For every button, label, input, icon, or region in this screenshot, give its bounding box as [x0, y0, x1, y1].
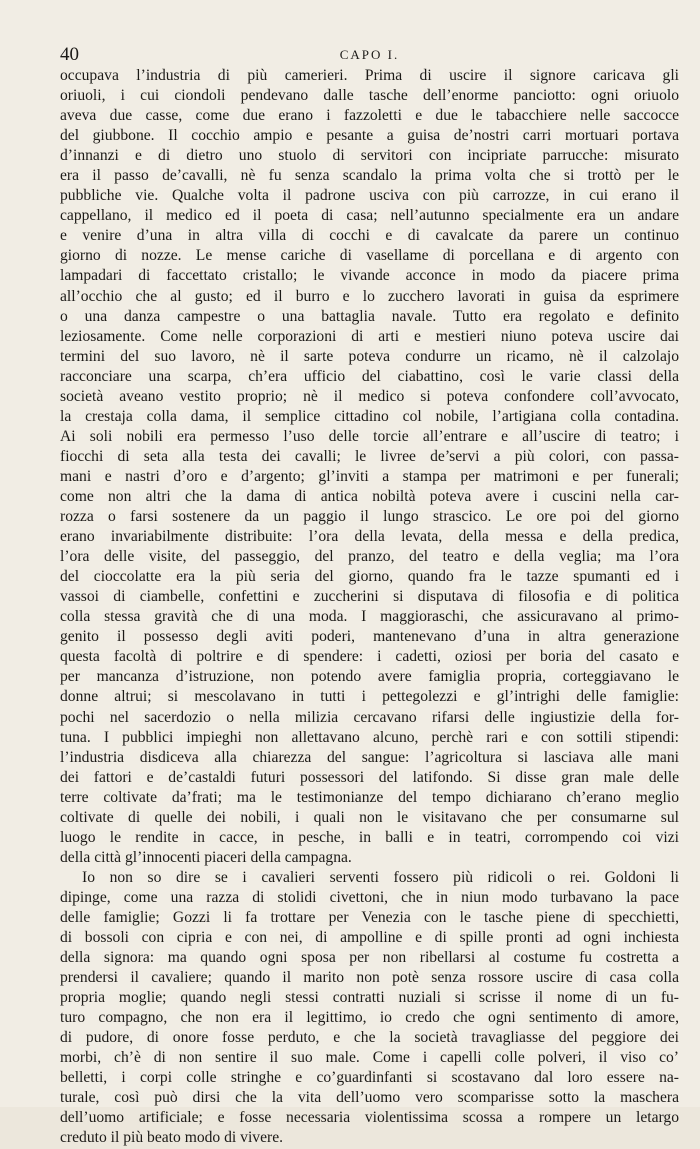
text-line: società aveano vestito proprio; nè il medico si poteva confondere coll’avvocato, [60, 387, 679, 405]
text-line: di bossoli con cipria e con nei, di ampolline e di spille pronti ad ogni inchiesta [60, 929, 679, 947]
text-line: mani e nastri d’oro e d’argento; gl’inviti a stampa per matrimoni e per funerali; [60, 467, 679, 485]
text-line: coltivate di quelle dei nobili, i quali non le visitavano che per consumarne sul [60, 808, 679, 826]
text-line: prendersi il cavaliere; quando il marito non potè senza rossore uscire di casa colla [60, 969, 679, 987]
text-line: cappellano, il medico ed il poeta di casa; nell’autunno specialmente era un andare [60, 207, 679, 225]
text-line: giorno di nozze. Le mense cariche di vasellame di porcellana e di argento con [60, 247, 679, 265]
page-number: 40 [60, 44, 79, 65]
text-line: colla stessa gravità che di una moda. I maggioraschi, che assicuravano al primo- [60, 608, 679, 626]
text-line: erano invariabilmente distribuite: l’ora della levata, della messa e della predica, [60, 528, 679, 546]
text-line: terre coltivate da’frati; ma le testimonianze del tempo dichiarano ch’erano meglio [60, 788, 679, 806]
text-line: all’occhio che al gusto; ed il burro e lo zucchero lavorati in guisa da esprimere [60, 287, 679, 305]
text-line: occupava l’industria di più camerieri. Prima di uscire il signore caricava gli [60, 67, 679, 84]
text-line: dipinge, come una razza di stolidi civettoni, che in niun modo turbavano la pace [60, 888, 679, 906]
text-line: termini del suo lavoro, nè il sarte poteva condurre un ricamo, nè il calzolajo [60, 347, 679, 365]
chapter-title: CAPO I. [339, 47, 400, 62]
text-line: propria moglie; quando negli stessi contratti nuziali si scrisse il nome di un fu- [60, 989, 679, 1007]
text-line: delle famiglie; Gozzi li fa trottare per Venezia con le tasche piene di specchietti, [60, 908, 679, 926]
text-line: l’ora delle visite, del passeggio, del pranzo, del teatro e della veglia; ma l’ora [60, 548, 679, 566]
text-line: rozza o farsi sostenere da un paggio il lungo strascico. Le ore poi del giorno [60, 508, 679, 526]
text-line: vassoi di ciambelle, confettini e zuccherini si disputava di filosofia e di politica [60, 588, 679, 606]
paragraph-2 [60, 868, 679, 1149]
text-line: e venire d’una in altra villa di cocchi e di cavalcate da parere un continuo [60, 227, 679, 245]
text-line: dell’uomo artificiale; e fosse necessaria violentissima scossa a rompere un letargo [60, 1109, 679, 1127]
text-line: dei fattori e de’castaldi futuri possessori del latifondo. Si disse gran male delle [60, 768, 679, 786]
text-line: l’industria disdiceva alla chiarezza del sangue: l’agricoltura si lasciava alle mani [60, 748, 679, 766]
text-line: luogo le rendite in cacce, in pesche, in balli e in teatri, corrompendo coi vizi [60, 828, 679, 846]
text-line: la crestaja colla dama, il semplice cittadino col nobile, l’artigiana colla contadina. [60, 407, 679, 425]
text-line: pochi nel sacerdozio o nella milizia cercavano rifarsi delle ingiustizie della for- [60, 708, 679, 726]
text-line: genito il possesso degli aviti poderi, mantenevano d’una in altra generazione [60, 628, 679, 646]
text-line: turale, così può dirsi che la vita dell’uomo vero scomparisse sotto la maschera [60, 1089, 679, 1107]
text-line: oriuoli, i cui ciondoli pendevano dalle tasche dell’enorme panciotto: ogni oriuolo [60, 87, 679, 105]
text-line: era il passo de’cavalli, nè fu senza scandalo la prima volta che si trottò per le [60, 167, 679, 185]
text-line: Io non so dire se i cavalieri serventi fossero più ridicoli o rei. Goldoni li [82, 868, 679, 886]
text-line: donne altrui; si mescolavano in tutti i pettegolezzi e gl’intrighi delle famiglie: [60, 688, 679, 706]
text-line: questa facoltà di poltrire e di spendere: i cadetti, oziosi per boria del casato e [60, 648, 679, 666]
text-line: tuna. I pubblici impieghi non allettavano alcuno, perchè rari e con sottili stipendi: [60, 728, 679, 746]
paragraph-1 [60, 66, 679, 868]
text-line: Ai soli nobili era permesso l’uso delle torcie all’entrare e all’uscire di teatro; i [60, 427, 679, 445]
text-line: di pudore, di onore fosse perduto, e che la società travagliasse del peggiore dei [60, 1029, 679, 1047]
text-line: lampadari di faccettato cristallo; le vivande acconce in modo da piacere prima [60, 267, 679, 285]
text-line: come non altri che la dama di antica nobiltà poteva avere i cuscini nella car- [60, 487, 679, 505]
text-line: leziosamente. Come nelle corporazioni di arti e mestieri niuno poteva uscire dai [60, 327, 679, 345]
text-line: del giubbone. Il cocchio ampio e pesante a guisa de’nostri carri mortuari portava [60, 127, 679, 145]
text-line: morbi, ch’è di non sentire il suo male. Come i capelli colle polveri, il viso co’ [60, 1049, 679, 1067]
text-line: pubbliche vie. Qualche volta il padrone usciva con più carrozze, in cui erano il [60, 187, 679, 205]
text-line: o una danza campestre o una battaglia navale. Tutto era regolato e definito [60, 307, 679, 325]
body-text [60, 66, 679, 1149]
text-line: creduto il più beato modo di vivere. [60, 1129, 284, 1147]
text-line: d’innanzi e di dietro uno stuolo di servitori con incipriate parrucche: misurato [60, 147, 679, 165]
text-line: racconciare una scarpa, ch’era ufficio del ciabattino, così le varie classi della [60, 367, 679, 385]
text-line: della città gl’innocenti piaceri della campagna. [60, 848, 352, 866]
text-line: per mancanza d’istruzione, non potendo avere famiglia propria, corteggiavano le [60, 668, 679, 686]
text-line: della signora: ma quando ogni sposa per non ribellarsi al costume fu costretta a [60, 949, 679, 967]
text-line: fiocchi di seta alla testa dei cavalli; le livree de’servi a più colori, con passa- [60, 447, 679, 465]
text-line: del cioccolatte era la più seria del giorno, quando fra le tazze spumanti ed i [60, 568, 679, 586]
text-line: aveva due casse, come due erano i fazzoletti e due le tabacchiere nelle saccocce [60, 107, 679, 125]
text-line: belletti, i corpi colle stringhe e co’guardinfanti si scostavano dal loro essere na- [60, 1069, 679, 1087]
text-line: turo compagno, che non era il legittimo, io credo che ogni sentimento di amore, [60, 1009, 679, 1027]
